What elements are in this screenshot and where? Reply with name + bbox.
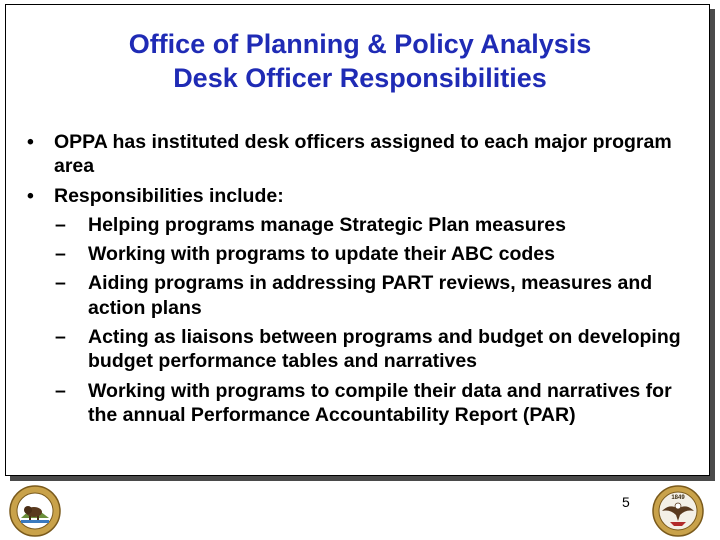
slide-body	[26, 130, 686, 432]
sub-bullet-text: Working with programs to update their ABC codes	[88, 243, 555, 266]
seal-year-text: 1849	[671, 495, 685, 501]
sub-bullet-text: Working with programs to compile their data and narratives for the annual Performance Accountability Report (PAR)	[88, 379, 672, 426]
sub-bullet-item	[26, 242, 686, 266]
sub-bullet-item	[26, 271, 686, 320]
dash-marker: –	[55, 326, 66, 349]
bullet-marker: •	[27, 131, 34, 153]
bullet-marker: •	[27, 184, 34, 207]
title-line-1: Office of Planning & Policy Analysis	[128, 29, 592, 59]
bullet-text: Responsibilities include:	[54, 184, 284, 207]
sub-bullet-list	[26, 213, 686, 427]
bullet-text: OPPA has instituted desk officers assigned to each major program area	[54, 131, 672, 178]
dash-marker: –	[55, 272, 66, 295]
bullet-item	[26, 130, 686, 179]
sub-bullet-text: Helping programs manage Strategic Plan measures	[88, 213, 566, 236]
dash-marker: –	[55, 379, 66, 402]
sub-bullet-item	[26, 325, 686, 374]
page-number: 5	[622, 494, 630, 510]
eagle-seal-logo	[652, 485, 704, 537]
dash-marker: –	[55, 243, 66, 266]
slide-title	[0, 27, 720, 95]
sub-bullet-item	[26, 213, 686, 237]
interior-seal-logo	[9, 485, 61, 537]
sub-bullet-item	[26, 379, 686, 428]
bullet-item	[26, 184, 686, 208]
dash-marker: –	[55, 213, 66, 236]
sub-bullet-text: Acting as liaisons between programs and budget on developing budget performance tables and narratives	[88, 326, 681, 373]
title-line-2: Desk Officer Responsibilities	[173, 63, 547, 93]
sub-bullet-text: Aiding programs in addressing PART reviews, measures and action plans	[88, 272, 653, 319]
